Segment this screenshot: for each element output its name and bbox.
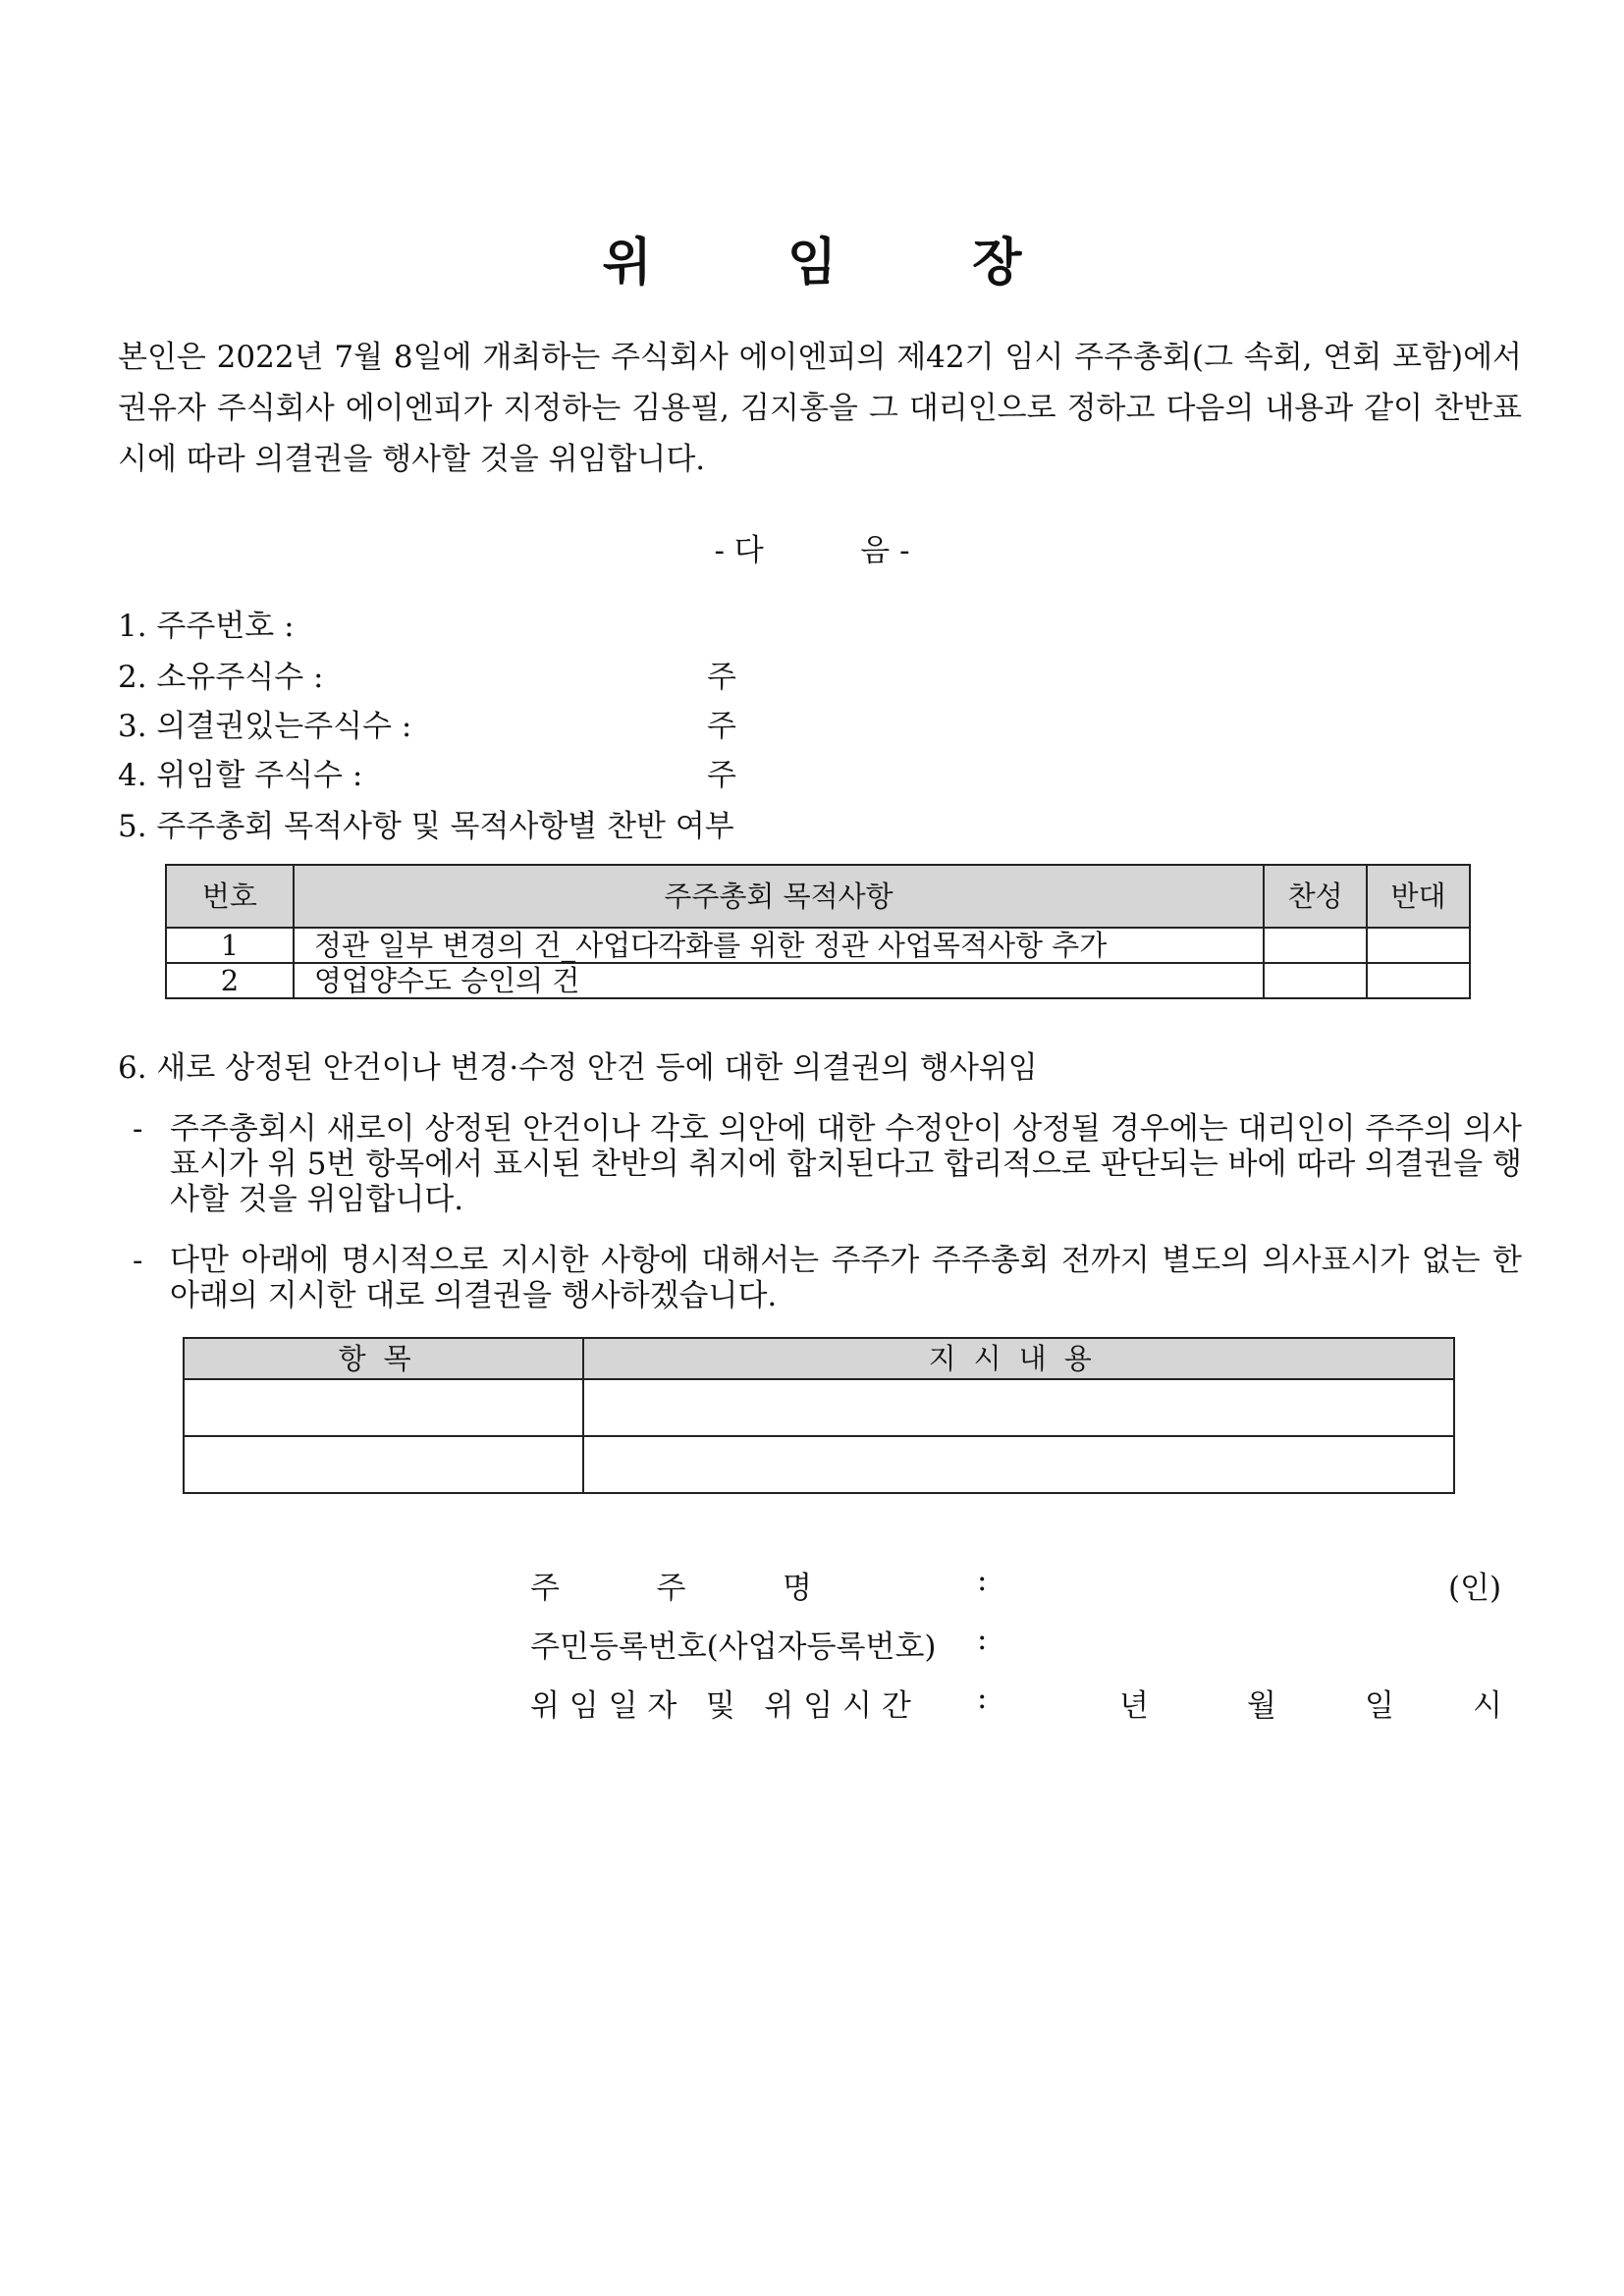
table-row <box>166 928 1470 963</box>
agenda-title: 영업양수도 승인의 건 <box>294 963 1264 998</box>
registration-number-label: 주민등록번호(사업자등록번호) <box>530 1629 937 1665</box>
instruction-table <box>183 1337 1455 1494</box>
shareholder-name-label: 주 주 명 <box>530 1571 812 1606</box>
item-shareholder-number <box>118 601 295 645</box>
share-unit: 주 <box>707 660 736 695</box>
month-label: 월 <box>1247 1688 1276 1724</box>
header-against: 반대 <box>1367 865 1470 928</box>
table-row <box>184 1379 1454 1436</box>
share-unit: 주 <box>707 709 736 744</box>
vote-for-cell[interactable] <box>1264 963 1367 998</box>
instruction-item-cell[interactable] <box>184 1379 583 1436</box>
header-instruction: 지시내용 <box>583 1338 1454 1379</box>
item-label: 5. 주주총회 목적사항 및 목적사항별 찬반 여부 <box>118 809 734 844</box>
item-label: 1. 주주번호 : <box>118 609 295 644</box>
item-delegated-shares <box>118 750 736 794</box>
separator-heading: - 다 음 - <box>714 533 910 568</box>
vote-against-cell[interactable] <box>1367 963 1470 998</box>
year-label: 년 <box>1119 1688 1149 1724</box>
instruction-item-cell[interactable] <box>184 1436 583 1493</box>
item-label: 4. 위임할 주식수 : <box>118 758 363 793</box>
item-voting-shares <box>118 701 736 745</box>
header-for: 찬성 <box>1264 865 1367 928</box>
instruction-content-cell[interactable] <box>583 1379 1454 1436</box>
delegation-date-label: 위 임 일 자 및 위 임 시 간 <box>530 1688 911 1724</box>
agenda-title: 정관 일부 변경의 건_사업다각화를 위한 정관 사업목적사항 추가 <box>294 928 1264 963</box>
table-row <box>184 1436 1454 1493</box>
instruction-paragraph <box>133 1243 1522 1313</box>
document-title: 위 임 장 <box>602 233 1081 293</box>
table-header-row <box>184 1338 1454 1379</box>
instruction-content-cell[interactable] <box>583 1436 1454 1493</box>
paragraph-text: 다만 아래에 명시적으로 지시한 사항에 대해서는 주주가 주주총회 전까지 별도의 의사표시가 없는 한 아래의 지시한 대로 의결권을 행사하겠습니다. <box>170 1243 1522 1313</box>
item-label: 3. 의결권있는주식수 : <box>118 709 412 744</box>
paragraph-text: 주주총회시 새로이 상정된 안건이나 각호 의안에 대한 수정안이 상정될 경우에는 대리인이 주주의 의사표시가 위 5번 항목에서 표시된 찬반의 취지에 합치된다고 합리적으로 판단되는 바에 따라 의결권을 행사할 것을 위임합니다. <box>170 1111 1522 1217</box>
delegation-paragraph <box>133 1111 1522 1217</box>
seal-mark: (인) <box>1448 1571 1502 1606</box>
colon: : <box>977 1563 988 1598</box>
section-6-heading: 6. 새로 상정된 안건이나 변경·수정 안건 등에 대한 의결권의 행사위임 <box>118 1050 1038 1086</box>
hour-label: 시 <box>1473 1688 1502 1724</box>
table-row <box>166 963 1470 998</box>
agenda-number: 1 <box>166 928 294 963</box>
item-owned-shares <box>118 652 736 696</box>
colon: : <box>977 1622 988 1657</box>
bullet-dash: - <box>133 1111 143 1147</box>
header-number: 번호 <box>166 865 294 928</box>
vote-for-cell[interactable] <box>1264 928 1367 963</box>
day-label: 일 <box>1365 1688 1394 1724</box>
item-label: 2. 소유주식수 : <box>118 660 324 695</box>
header-agenda: 주주총회 목적사항 <box>294 865 1264 928</box>
share-unit: 주 <box>707 758 736 793</box>
intro-paragraph: 본인은 2022년 7월 8일에 개최하는 주식회사 에이엔피의 제42기 임시 주주총회(그 속회, 연회 포함)에서 권유자 주식회사 에이엔피가 지정하는 김용필, 김지홍을 그 대리인으로 정하고 다음의 내용과 같이 찬반표시에 따라 의결권을 행사할 것을 위임합니다. <box>118 340 1522 477</box>
agenda-number: 2 <box>166 963 294 998</box>
agenda-vote-table <box>165 864 1471 999</box>
bullet-dash: - <box>133 1243 143 1278</box>
vote-against-cell[interactable] <box>1367 928 1470 963</box>
header-item: 항목 <box>184 1338 583 1379</box>
table-header-row <box>166 865 1470 928</box>
item-agenda-votes <box>118 801 734 845</box>
colon: : <box>977 1681 988 1716</box>
